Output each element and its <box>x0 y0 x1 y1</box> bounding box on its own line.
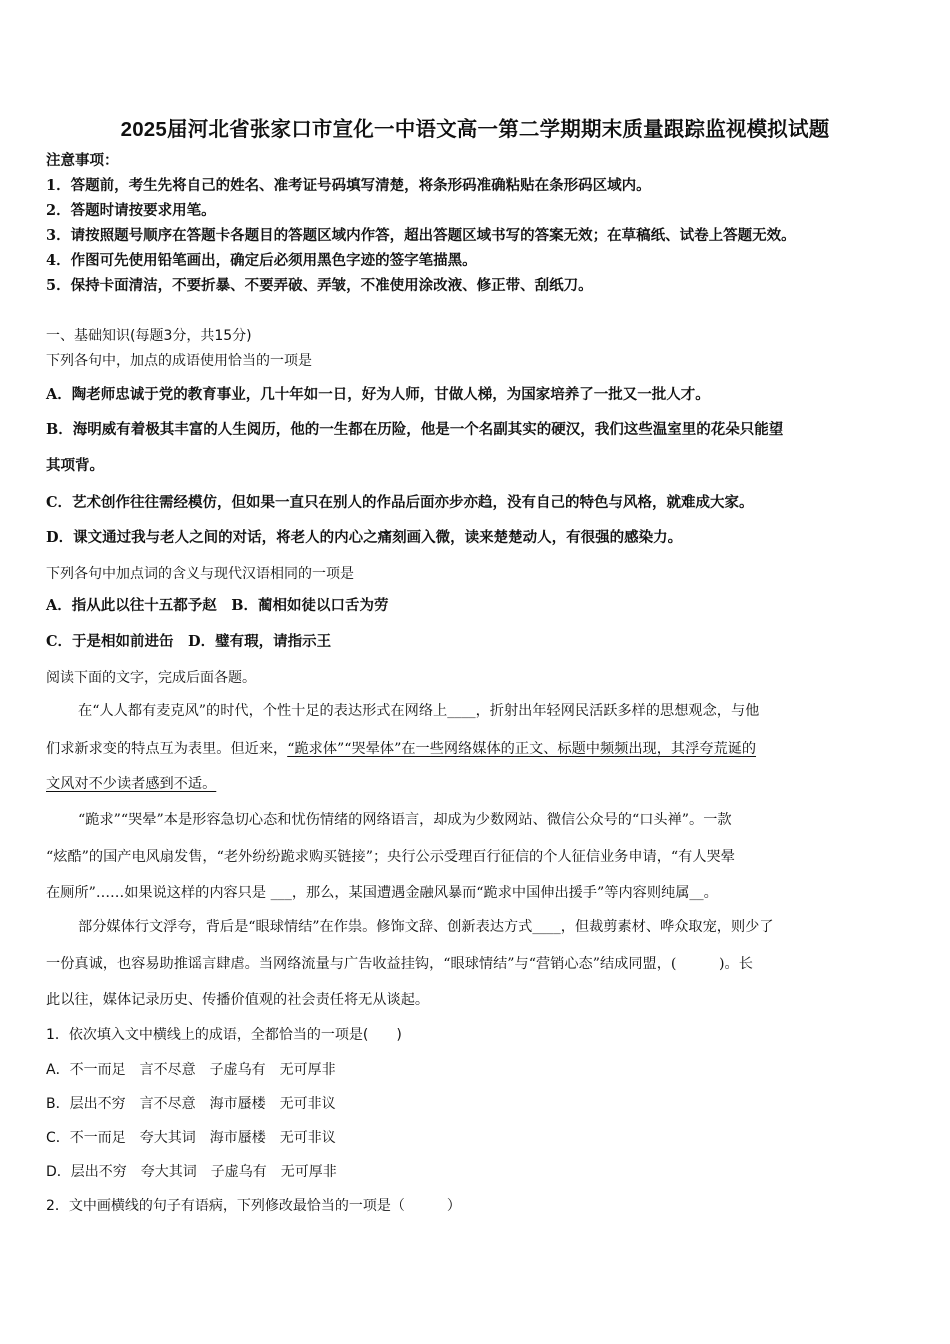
question-stem: 下列各句中加点词的含义与现代汉语相同的一项是 <box>46 566 354 582</box>
passage-line <box>46 740 908 758</box>
notice-item: 3．请按照题号顺序在答题卡各题目的答题区域内作答，超出答题区域书写的答案无效；在草稿纸、试卷上答题无效。 <box>46 227 796 244</box>
option-c: C．艺术创作往往需经模仿，但如果一直只在别人的作品后面亦步亦趋，没有自己的特色与风格，就难成大家。 <box>46 494 754 511</box>
passage-line: 在“人人都有麦克风”的时代，个性十足的表达形式在网络上____，折射出年轻网民活跃多样的思想观念，与他 <box>78 703 760 719</box>
option-d: D．课文通过我与老人之间的对话，将老人的内心之痛刻画入微，读来楚楚动人，有很强的感染力。 <box>46 529 683 546</box>
question-stem: 下列各句中，加点的成语使用恰当的一项是 <box>46 353 312 369</box>
notice-item: 4．作图可先使用铅笔画出，确定后必须用黑色字迹的签字笔描黑。 <box>46 252 477 269</box>
option-a: A．陶老师忠诚于党的教育事业，几十年如一日，好为人师，甘做人梯，为国家培养了一批又一批人才。 <box>46 386 710 403</box>
answer-option: A．不一而足 言不尽意 子虚乌有 无可厚非 <box>46 1062 336 1078</box>
question-stem: 2．文中画横线的句子有语病，下列修改最恰当的一项是（ ） <box>46 1198 461 1214</box>
passage-line: 在厕所”……如果说这样的内容只是 ___，那么，某国遭遇金融风暴而“跪求中国伸出援手”等内容则纯属__。 <box>46 885 718 901</box>
option-b: B．海明威有着极其丰富的人生阅历，他的一生都在历险，他是一个名副其实的硬汉，我们这些温室里的花朵只能望 <box>46 421 784 438</box>
answer-option: D．层出不穷 夸大其词 子虚乌有 无可厚非 <box>46 1164 337 1180</box>
notice-item: 5．保持卡面清洁，不要折暴、不要弄破、弄皱，不准使用涂改液、修正带、刮纸刀。 <box>46 277 593 294</box>
notice-heading: 注意事项： <box>46 152 119 169</box>
option-b-cont: 其项背。 <box>46 457 104 474</box>
passage-line: “跪求”“哭晕”本是形容急切心态和忧伤情绪的网络语言，却成为少数网站、微信公众号的“口头禅”。一款 <box>78 812 732 828</box>
underlined-sentence-cont: 文风对不少读者感到不适。 <box>46 776 217 792</box>
passage-line: 此以往，媒体记录历史、传播价值观的社会责任将无从谈起。 <box>46 992 430 1008</box>
answer-option: C．不一而足 夸大其词 海市蜃楼 无可非议 <box>46 1130 336 1146</box>
notice-item: 2．答题时请按要求用笔。 <box>46 202 216 219</box>
passage-text: 们求新求变的特点互为表里。但近来， <box>46 741 288 757</box>
underlined-sentence: “跪求体”“哭晕体”在一些网络媒体的正文、标题中频频出现，其浮夸荒诞的 <box>287 741 757 757</box>
option-cd: C．于是相如前进缶 D．璧有瑕，请指示王 <box>46 633 332 650</box>
page-title: 2025届河北省张家口市宣化一中语文高一第二学期期末质量跟踪监视模拟试题 <box>120 118 830 141</box>
section-heading: 一、基础知识(每题3分，共15分) <box>46 328 252 344</box>
notice-item: 1．答题前，考生先将自己的姓名、准考证号码填写清楚，将条形码准确粘贴在条形码区域内。 <box>46 177 651 194</box>
answer-option: B．层出不穷 言不尽意 海市蜃楼 无可非议 <box>46 1096 336 1112</box>
passage-line: 一份真诚，也容易助推谣言肆虐。当网络流量与广告收益挂钩，“眼球情结”与“营销心态”结成同盟，( )。长 <box>46 956 753 972</box>
passage-line: “炫酷”的国产电风扇发售，“老外纷纷跪求购买链接”；央行公示受理百行征信的个人征信业务申请，“有人哭晕 <box>46 849 735 865</box>
passage-line: 部分媒体行文浮夸，背后是“眼球情结”在作祟。修饰文辞、创新表达方式____，但裁剪素材、哗众取宠，则少了 <box>78 919 774 935</box>
option-ab: A．指从此以往十五都予赵 B．蔺相如徒以口舌为劳 <box>46 597 389 614</box>
reading-intro: 阅读下面的文字，完成后面各题。 <box>46 670 256 686</box>
question-stem: 1．依次填入文中横线上的成语，全都恰当的一项是( ) <box>46 1027 402 1043</box>
